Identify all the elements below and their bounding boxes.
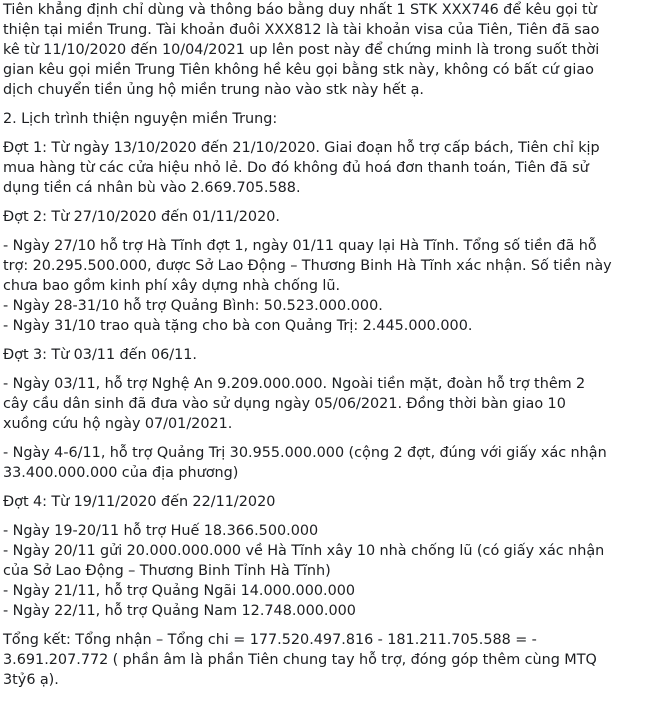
paragraph-account-statement xyxy=(3,0,644,100)
text-line: kê từ 11/10/2020 đến 10/04/2021 up lên post này để chứng minh là trong suốt thời xyxy=(3,42,600,58)
text-line: - Ngày 21/11, hỗ trợ Quảng Ngãi 14.000.000.000 xyxy=(3,583,356,599)
text-line: 3.691.207.772 ( phần âm là phần Tiên chung tay hỗ trợ, đóng góp thêm cùng MTQ xyxy=(3,652,597,668)
text-line: - Ngày 31/10 trao quà tặng cho bà con Quảng Trị: 2.445.000.000. xyxy=(3,318,473,334)
text-line: Đợt 3: Từ 03/11 đến 06/11. xyxy=(3,347,198,363)
text-line: - Ngày 19-20/11 hỗ trợ Huế 18.366.500.000 xyxy=(3,523,319,539)
text-line: dịch chuyển tiền ủng hộ miền trung nào vào stk này hết ạ. xyxy=(3,82,424,98)
text-line: chưa bao gồm kinh phí xây dựng nhà chống lũ. xyxy=(3,278,341,294)
text-line: - Ngày 22/11, hỗ trợ Quảng Nam 12.748.000.000 xyxy=(3,603,356,619)
paragraph-phase-3-quang-tri xyxy=(3,443,644,483)
text-line: - Ngày 28-31/10 hỗ trợ Quảng Bình: 50.523.000.000. xyxy=(3,298,383,314)
text-line: Đợt 4: Từ 19/11/2020 đến 22/11/2020 xyxy=(3,494,276,510)
text-line: Tổng kết: Tổng nhận – Tổng chi = 177.520.497.816 - 181.211.705.588 = - xyxy=(3,632,537,648)
text-line: - Ngày 27/10 hỗ trợ Hà Tĩnh đợt 1, ngày 01/11 quay lại Hà Tĩnh. Tổng số tiền đã hỗ xyxy=(3,238,597,254)
phase-4-heading xyxy=(3,492,644,512)
text-line: gian kêu gọi miền Trung Tiên không hề kêu gọi bằng stk này, không có bất cứ giao xyxy=(3,62,594,78)
text-line: 2. Lịch trình thiện nguyện miền Trung: xyxy=(3,111,278,127)
text-line: Đợt 1: Từ ngày 13/10/2020 đến 21/10/2020. Giai đoạn hỗ trợ cấp bách, Tiên chỉ kịp xyxy=(3,140,600,156)
text-line: cây cầu dân sinh đã đưa vào sử dụng ngày 05/06/2021. Đồng thời bàn giao 10 xyxy=(3,396,566,412)
text-line: - Ngày 03/11, hỗ trợ Nghệ An 9.209.000.000. Ngoài tiền mặt, đoàn hỗ trợ thêm 2 xyxy=(3,376,586,392)
text-line: mua hàng từ các cửa hiệu nhỏ lẻ. Do đó không đủ hoá đơn thanh toán, Tiên đã sử xyxy=(3,160,589,176)
text-line: 33.400.000.000 của địa phương) xyxy=(3,465,239,481)
paragraph-phase-1 xyxy=(3,138,644,198)
text-line: dụng tiền cá nhân bù vào 2.669.705.588. xyxy=(3,180,301,196)
paragraph-summary xyxy=(3,630,644,690)
text-line: trợ: 20.295.500.000, được Sở Lao Động – Thương Binh Hà Tĩnh xác nhận. Số tiền này xyxy=(3,258,612,274)
phase-2-heading xyxy=(3,207,644,227)
text-line: xuồng cứu hộ ngày 07/01/2021. xyxy=(3,416,233,432)
text-line: Tiên khẳng định chỉ dùng và thông báo bằng duy nhất 1 STK XXX746 để kêu gọi từ xyxy=(3,2,597,18)
text-line: - Ngày 4-6/11, hỗ trợ Quảng Trị 30.955.000.000 (cộng 2 đợt, đúng với giấy xác nhận xyxy=(3,445,607,461)
section-heading-schedule xyxy=(3,109,644,129)
text-line: - Ngày 20/11 gửi 20.000.000.000 về Hà Tĩnh xây 10 nhà chống lũ (có giấy xác nhận xyxy=(3,543,605,559)
paragraph-phase-3-nghe-an xyxy=(3,374,644,434)
paragraph-phase-4-details xyxy=(3,521,644,621)
phase-3-heading xyxy=(3,345,644,365)
text-line: 3tỷ6 ạ). xyxy=(3,672,59,688)
paragraph-phase-2-details xyxy=(3,236,644,336)
text-line: của Sở Lao Động – Thương Binh Tỉnh Hà Tĩnh) xyxy=(3,563,331,579)
text-line: Đợt 2: Từ 27/10/2020 đến 01/11/2020. xyxy=(3,209,280,225)
text-line: thiện tại miền Trung. Tài khoản đuôi XXX812 là tài khoản visa của Tiên, Tiên đã sao xyxy=(3,22,600,38)
